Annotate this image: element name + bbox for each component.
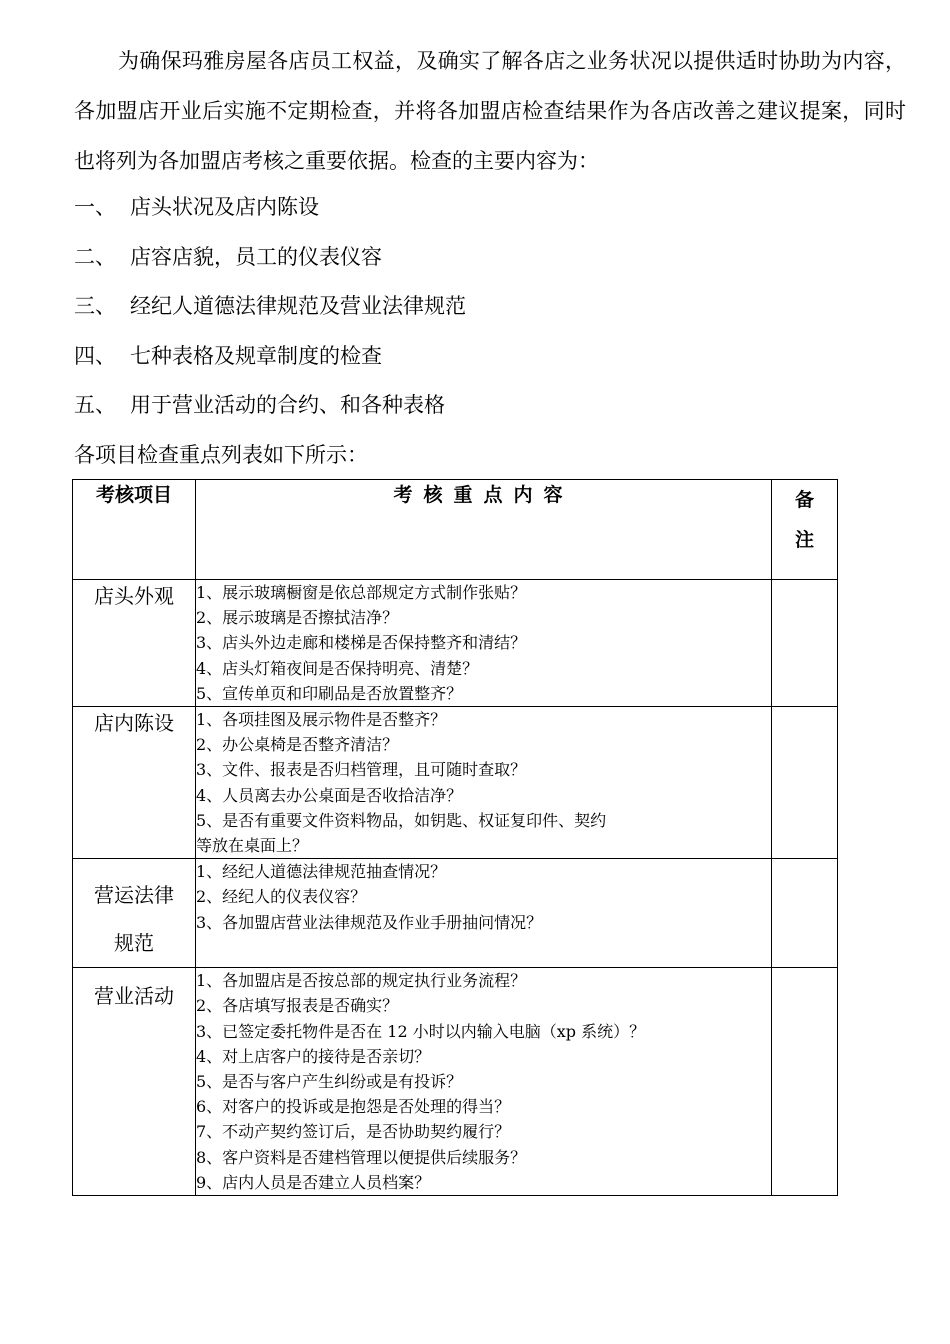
row-item: 店内陈设 xyxy=(73,707,196,859)
check-line: 5、宣传单页和印刷品是否放置整齐？ xyxy=(196,683,463,703)
list-item xyxy=(74,380,466,430)
check-line: 4、对上店客户的接待是否亲切？ xyxy=(196,1046,431,1066)
item-text: 经纪人道德法律规范及营业法律规范 xyxy=(130,294,466,319)
item-text: 店容店貌，员工的仪表仪容 xyxy=(130,244,382,269)
item-text: 用于营业活动的合约、和各种表格 xyxy=(130,393,445,418)
item-number: 四、 xyxy=(74,343,116,368)
item-text: 七种表格及规章制度的检查 xyxy=(130,343,382,368)
list-item xyxy=(74,182,466,232)
row-item xyxy=(73,859,196,968)
check-line: 7、不动产契约签订后，是否协助契约履行？ xyxy=(196,1122,511,1142)
list-item xyxy=(74,232,466,282)
table-row xyxy=(73,580,838,707)
row-content xyxy=(196,707,772,859)
item-number: 三、 xyxy=(74,294,116,319)
item-text: 店头状况及店内陈设 xyxy=(130,195,319,219)
intro-paragraph: 为确保玛雅房屋各店员工权益，及确实了解各店之业务状况以提供适时协助为内容，各加盟店开业后实施不定期检查，并将各加盟店检查结果作为各店改善之建议提案，同时也将列为各加盟店考核之重要依据。检查的主要内容为： xyxy=(74,49,906,173)
row-content xyxy=(196,580,772,707)
table-header-row xyxy=(73,480,838,580)
check-line: 2、经纪人的仪表仪容？ xyxy=(196,887,367,907)
row-content xyxy=(196,968,772,1196)
row-item: 店头外观 xyxy=(73,580,196,707)
check-line: 3、已签定委托物件是否在 12 小时以内输入电脑（xp 系统）？ xyxy=(196,1021,646,1041)
check-line: 1、各项挂图及展示物件是否整齐？ xyxy=(196,710,447,730)
item-number: 一、 xyxy=(74,195,116,219)
check-line: 3、文件、报表是否归档管理，且可随时查取？ xyxy=(196,760,527,780)
check-line: 1、各加盟店是否按总部的规定执行业务流程？ xyxy=(196,971,527,991)
table-row xyxy=(73,859,838,968)
check-line: 4、人员离去办公桌面是否收拾洁净？ xyxy=(196,785,463,805)
row-note xyxy=(772,580,838,707)
row-item: 营业活动 xyxy=(73,968,196,1196)
header-note-line: 备 xyxy=(794,489,814,511)
check-line: 9、店内人员是否建立人员档案？ xyxy=(196,1172,431,1192)
check-line: 5、是否有重要文件资料物品，如钥匙、权证复印件、契约 xyxy=(196,810,607,830)
item-number: 五、 xyxy=(74,393,116,418)
check-line: 8、客户资料是否建档管理以便提供后续服务？ xyxy=(196,1147,527,1167)
header-note xyxy=(772,480,838,580)
table-caption: 各项目检查重点列表如下所示： xyxy=(74,443,368,467)
inspection-table xyxy=(72,479,838,1196)
row-item-line: 营运法律 xyxy=(94,883,174,908)
check-line: 6、对客户的投诉或是抱怨是否处理的得当？ xyxy=(196,1097,511,1117)
check-line: 3、各加盟店营业法律规范及作业手册抽问情况？ xyxy=(196,912,543,932)
item-number: 二、 xyxy=(74,244,116,269)
row-note xyxy=(772,707,838,859)
list-item xyxy=(74,281,466,331)
check-line: 2、展示玻璃是否擦拭洁净？ xyxy=(196,608,399,628)
inspection-items-list xyxy=(74,182,466,430)
check-line: 等放在桌面上？ xyxy=(196,836,309,856)
row-note xyxy=(772,859,838,968)
row-content xyxy=(196,859,772,968)
check-line: 2、办公桌椅是否整齐清洁？ xyxy=(196,735,399,755)
check-line: 1、展示玻璃橱窗是依总部规定方式制作张贴？ xyxy=(196,583,527,602)
check-line: 1、经纪人道德法律规范抽查情况？ xyxy=(196,862,447,882)
header-item: 考核项目 xyxy=(73,480,196,580)
list-item xyxy=(74,331,466,381)
table-row xyxy=(73,707,838,859)
check-line: 3、店头外边走廊和楼梯是否保持整齐和清结？ xyxy=(196,633,527,653)
header-note-line: 注 xyxy=(794,529,814,551)
row-item-line: 规范 xyxy=(114,931,154,956)
table-row xyxy=(73,968,838,1196)
row-note xyxy=(772,968,838,1196)
check-line: 4、店头灯箱夜间是否保持明亮、清楚？ xyxy=(196,658,479,678)
check-line: 5、是否与客户产生纠纷或是有投诉？ xyxy=(196,1072,463,1092)
header-content: 考核重点内容 xyxy=(196,480,772,580)
check-line: 2、各店填写报表是否确实？ xyxy=(196,996,399,1016)
